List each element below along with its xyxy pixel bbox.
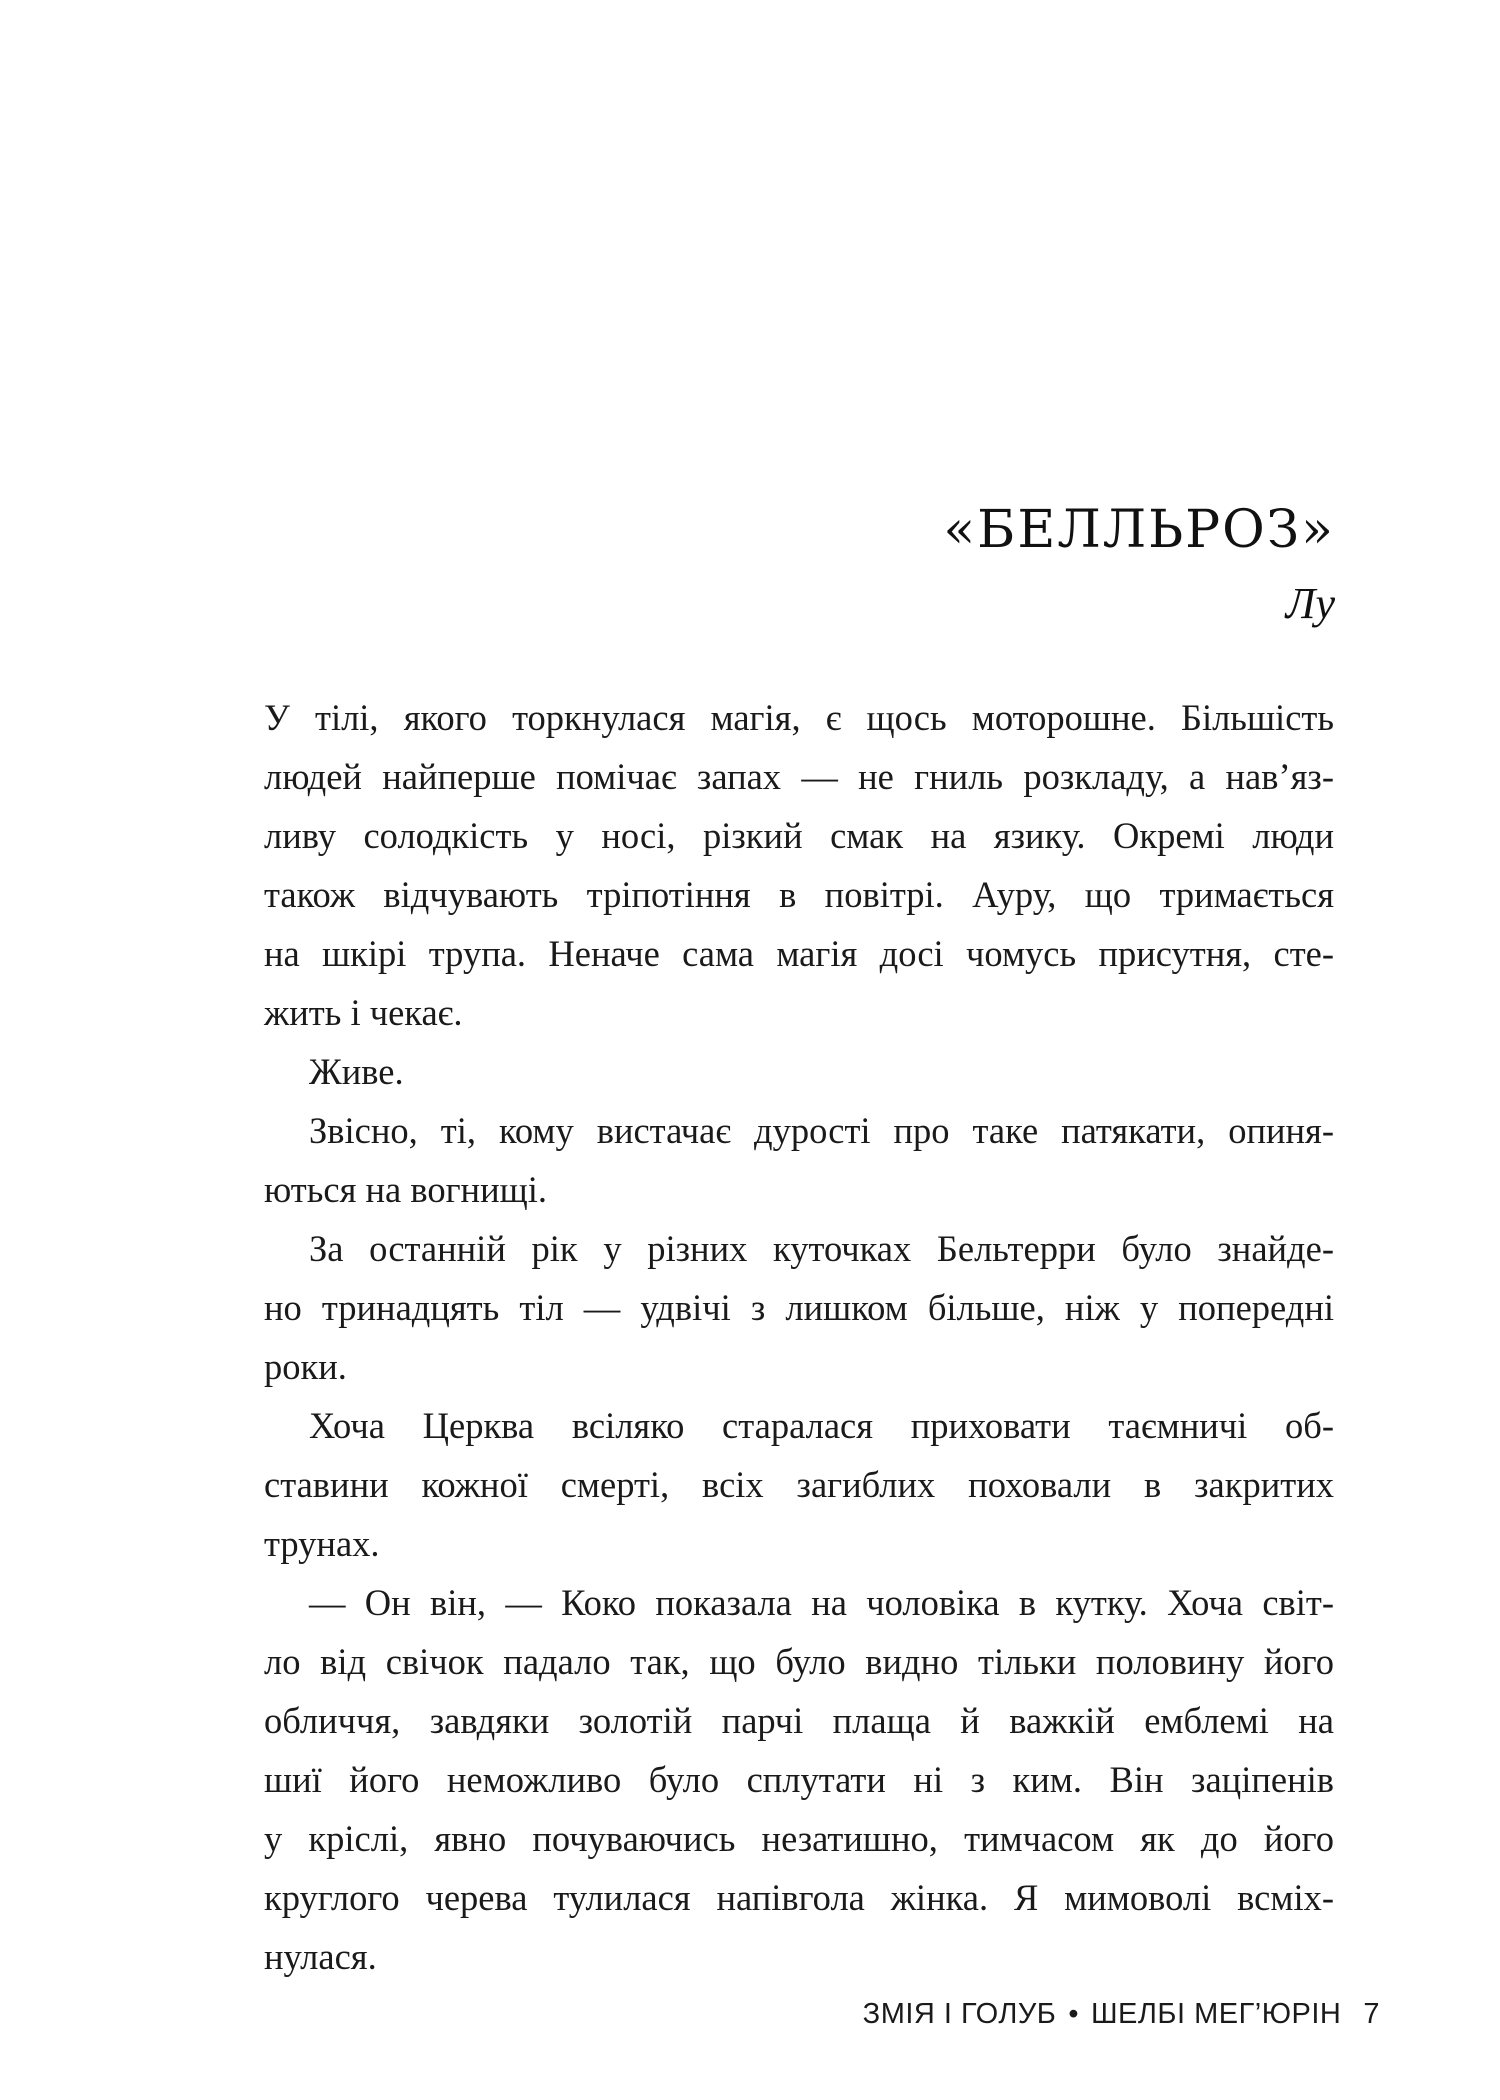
- running-footer: [863, 1998, 1380, 2031]
- footer-separator: •: [1068, 1998, 1079, 2030]
- text-line: но тринадцять тіл — удвічі з лишком більше, ніж у попередні: [264, 1287, 1334, 1328]
- text-line: ливу солодкість у носі, різкий смак на язику. Окремі люди: [264, 815, 1334, 856]
- page-number: 7: [1363, 1998, 1380, 2030]
- text-line: — Он він, — Коко показала на чоловіка в кутку. Хоча світ-: [309, 1582, 1334, 1623]
- text-line: шиї його неможливо було сплутати ні з ким. Він заціпенів: [264, 1759, 1334, 1800]
- text-line: роки.: [264, 1346, 347, 1387]
- text-line: обличчя, завдяки золотій парчі плаща й важкій емблемі на: [264, 1700, 1334, 1741]
- chapter-narrator: Лу: [1285, 579, 1335, 628]
- text-line: круглого черева тулилася напівгола жінка. Я мимоволі всміх-: [264, 1877, 1334, 1918]
- body-text: [264, 688, 1334, 1986]
- text-line: Хоча Церква всіляко старалася приховати таємничі об-: [309, 1405, 1334, 1446]
- text-line: у кріслі, явно почуваючись незатишно, тимчасом як до його: [264, 1818, 1334, 1859]
- text-line: Звісно, ті, кому вистачає дурості про таке патякати, опиня-: [309, 1110, 1334, 1151]
- footer-author: ШЕЛБІ МЕГ’ЮРІН: [1090, 1998, 1342, 2030]
- chapter-title: «БЕЛЛЬРОЗ»: [943, 500, 1335, 560]
- text-line: людей найперше помічає запах — не гниль розкладу, а нав’яз-: [264, 756, 1334, 797]
- footer-book-title: ЗМІЯ І ГОЛУБ: [862, 1998, 1057, 2030]
- text-line: У тілі, якого торкнулася магія, є щось моторошне. Більшість: [264, 697, 1334, 738]
- text-line: нулася.: [264, 1936, 377, 1977]
- text-line: Живе.: [309, 1051, 404, 1092]
- text-line: на шкірі трупа. Неначе сама магія досі чомусь присутня, сте-: [264, 933, 1334, 974]
- text-line: ло від свічок падало так, що було видно тільки половину його: [264, 1641, 1334, 1682]
- text-line: жить і чекає.: [264, 992, 463, 1033]
- text-line: трунах.: [264, 1523, 380, 1564]
- text-line: За останній рік у різних куточках Бельтерри було знайде-: [309, 1228, 1334, 1269]
- text-line: ються на вогнищі.: [264, 1169, 547, 1210]
- text-line: ставини кожної смерті, всіх загиблих поховали в закритих: [264, 1464, 1334, 1505]
- text-line: також відчувають тріпотіння в повітрі. Ауру, що тримається: [264, 874, 1334, 915]
